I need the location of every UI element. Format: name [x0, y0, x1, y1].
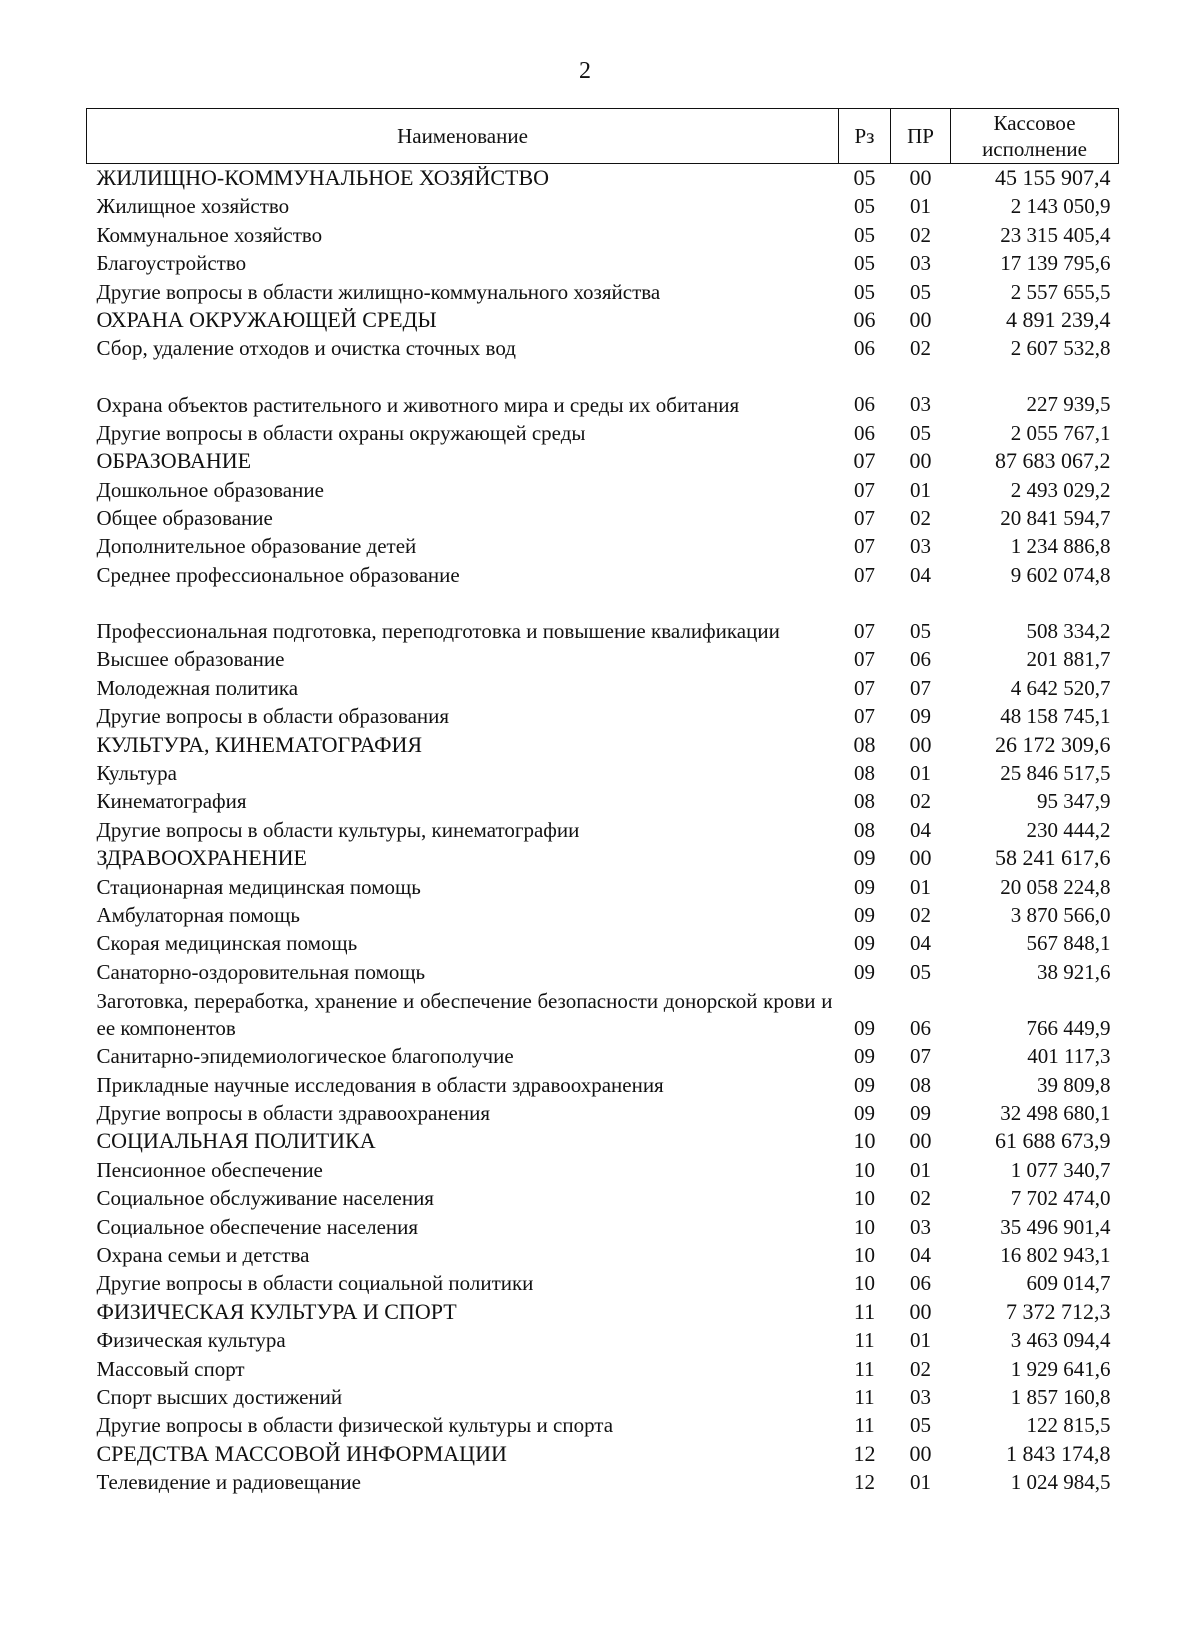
- row-name: СОЦИАЛЬНАЯ ПОЛИТИКА: [96, 1128, 376, 1154]
- row-pr: 03: [910, 534, 931, 559]
- row-pr: 00: [909, 731, 932, 757]
- row-name: Амбулаторная помощь: [96, 902, 300, 927]
- section-row: [87, 164, 1119, 193]
- row-name: Культура: [96, 760, 177, 785]
- row-sum: 1 929 641,6: [1010, 1356, 1111, 1381]
- row-rz: 07: [854, 675, 875, 700]
- row-rz: 06: [854, 420, 875, 445]
- row-sum: 230 444,2: [1026, 817, 1111, 842]
- row-rz: 08: [854, 789, 875, 814]
- section-row: [87, 306, 1119, 334]
- table-row: [87, 1213, 1119, 1241]
- row-rz: 07: [853, 448, 876, 474]
- row-pr: 02: [910, 1186, 931, 1211]
- budget-execution-table: [86, 108, 1119, 1497]
- row-pr: 02: [910, 902, 931, 927]
- row-pr: 05: [910, 420, 931, 445]
- row-name: Другие вопросы в области здравоохранения: [96, 1100, 490, 1125]
- row-pr: 03: [910, 1214, 931, 1239]
- row-pr: 00: [909, 448, 932, 474]
- row-pr: 01: [910, 194, 931, 219]
- row-name: Спорт высших достижений: [96, 1385, 343, 1410]
- row-pr: 06: [910, 1271, 931, 1296]
- row-rz: 10: [854, 1271, 875, 1296]
- table-row: [87, 561, 1119, 589]
- row-rz: 07: [854, 618, 875, 643]
- table-row: [87, 1326, 1119, 1354]
- row-name: Телевидение и радиовещание: [96, 1470, 361, 1495]
- row-rz: 09: [854, 931, 875, 956]
- row-sum: 3 463 094,4: [1010, 1328, 1111, 1353]
- row-sum: 95 347,9: [1037, 789, 1111, 814]
- row-name: Другие вопросы в области физической культуры и спорта: [96, 1413, 614, 1438]
- row-name: Профессиональная подготовка, переподготовка и повышение квалификации: [96, 619, 780, 644]
- table-row: [87, 901, 1119, 929]
- row-rz: 05: [854, 194, 875, 219]
- row-pr: 08: [910, 1072, 931, 1097]
- row-rz: 09: [854, 1072, 875, 1097]
- row-name: Кинематография: [96, 789, 247, 814]
- row-sum: 401 117,3: [1027, 1044, 1111, 1069]
- row-rz: 06: [853, 307, 876, 333]
- row-name: Дошкольное образование: [96, 477, 324, 502]
- row-name: Общее образование: [96, 506, 273, 531]
- table-row: [87, 192, 1119, 220]
- row-name: Санитарно-эпидемиологическое благополучие: [96, 1044, 514, 1069]
- row-sum: 9 602 074,8: [1010, 562, 1111, 587]
- table-row: [87, 1355, 1119, 1383]
- section-row: [87, 731, 1119, 759]
- row-name: Физическая культура: [96, 1328, 286, 1353]
- row-name: Дополнительное образование детей: [96, 534, 417, 559]
- row-sum: 58 241 617,6: [995, 845, 1111, 871]
- table-row: [87, 532, 1119, 560]
- row-pr: 01: [910, 1157, 931, 1182]
- table-row: [87, 249, 1119, 277]
- section-row: [87, 1440, 1119, 1468]
- table-row: [87, 1184, 1119, 1212]
- row-rz: 07: [854, 562, 875, 587]
- row-pr: 07: [910, 675, 931, 700]
- row-name: Высшее образование: [96, 647, 285, 672]
- row-rz: 09: [854, 959, 875, 984]
- row-name: Другие вопросы в области охраны окружающей среды: [96, 420, 586, 445]
- row-pr: 09: [910, 704, 931, 729]
- row-pr: 00: [909, 165, 932, 190]
- row-name: Прикладные научные исследования в области здравоохранения: [96, 1072, 664, 1097]
- row-sum: 3 870 566,0: [1010, 902, 1111, 927]
- row-sum: 1 234 886,8: [1010, 534, 1111, 559]
- row-pr: 01: [910, 477, 931, 502]
- row-pr: 01: [910, 760, 931, 785]
- row-name: Санаторно-оздоровительная помощь: [96, 959, 426, 984]
- row-pr: 04: [910, 817, 931, 842]
- table-row: [87, 589, 1119, 645]
- row-sum: 567 848,1: [1026, 931, 1111, 956]
- row-rz: 07: [854, 647, 875, 672]
- table-body: [87, 164, 1119, 1497]
- row-sum: 35 496 901,4: [1000, 1214, 1111, 1239]
- row-name: Другие вопросы в области образования: [96, 704, 450, 729]
- row-sum: 1 843 174,8: [1006, 1440, 1111, 1466]
- row-pr: 00: [909, 1440, 932, 1466]
- row-pr: 05: [910, 279, 931, 304]
- row-rz: 10: [854, 1214, 875, 1239]
- table-row: [87, 787, 1119, 815]
- row-pr: 06: [910, 1015, 931, 1040]
- table-row: [87, 278, 1119, 306]
- table-row: [87, 816, 1119, 844]
- row-name: Другие вопросы в области социальной политики: [96, 1271, 534, 1296]
- row-name: Стационарная медицинская помощь: [96, 874, 421, 899]
- row-name: ОХРАНА ОКРУЖАЮЩЕЙ СРЕДЫ: [96, 307, 437, 333]
- row-sum: 2 143 050,9: [1010, 194, 1111, 219]
- row-sum: 2 055 767,1: [1010, 420, 1111, 445]
- row-pr: 01: [910, 874, 931, 899]
- row-name: Коммунальное хозяйство: [96, 222, 323, 247]
- row-name: Другие вопросы в области культуры, кинематографии: [96, 817, 580, 842]
- row-rz: 05: [853, 165, 876, 190]
- row-sum: 227 939,5: [1026, 392, 1111, 417]
- row-sum: 7 702 474,0: [1010, 1186, 1111, 1211]
- row-rz: 09: [854, 902, 875, 927]
- header-rz: Рз: [839, 109, 891, 164]
- row-name: Среднее профессиональное образование: [96, 562, 460, 587]
- row-rz: 09: [854, 1100, 875, 1125]
- row-pr: 03: [910, 1385, 931, 1410]
- table-row: [87, 419, 1119, 447]
- row-pr: 09: [910, 1100, 931, 1125]
- row-rz: 09: [854, 874, 875, 899]
- row-name: СРЕДСТВА МАССОВОЙ ИНФОРМАЦИИ: [96, 1440, 507, 1466]
- row-pr: 00: [909, 307, 932, 333]
- row-name: ФИЗИЧЕСКАЯ КУЛЬТУРА И СПОРТ: [96, 1298, 457, 1324]
- row-sum: 2 557 655,5: [1010, 279, 1111, 304]
- row-name: КУЛЬТУРА, КИНЕМАТОГРАФИЯ: [96, 731, 423, 757]
- row-sum: 7 372 712,3: [1006, 1298, 1111, 1324]
- row-rz: 06: [854, 392, 875, 417]
- row-name: Охрана объектов растительного и животного мира и среды их обитания: [96, 392, 740, 417]
- row-sum: 20 058 224,8: [1000, 874, 1111, 899]
- table-row: [87, 363, 1119, 419]
- table-row: [87, 674, 1119, 702]
- row-rz: 12: [853, 1440, 876, 1466]
- table-row: [87, 645, 1119, 673]
- row-pr: 02: [910, 506, 931, 531]
- row-sum: 32 498 680,1: [1000, 1100, 1111, 1125]
- row-name: Жилищное хозяйство: [96, 194, 290, 219]
- row-rz: 07: [854, 477, 875, 502]
- table-row: [87, 958, 1119, 986]
- table-row: [87, 1071, 1119, 1099]
- table-header: [87, 109, 1119, 164]
- page-number: 2: [579, 58, 591, 84]
- table-row: [87, 1383, 1119, 1411]
- row-rz: 11: [854, 1385, 875, 1410]
- row-name: Молодежная политика: [96, 675, 299, 700]
- row-name: Пенсионное обеспечение: [96, 1157, 323, 1182]
- row-pr: 02: [910, 336, 931, 361]
- row-sum: 26 172 309,6: [995, 731, 1111, 757]
- row-pr: 00: [909, 1298, 932, 1324]
- row-sum: 122 815,5: [1026, 1413, 1111, 1438]
- row-sum: 766 449,9: [1026, 1015, 1111, 1040]
- row-rz: 08: [854, 760, 875, 785]
- row-rz: 06: [854, 336, 875, 361]
- row-rz: 10: [854, 1186, 875, 1211]
- row-sum: 38 921,6: [1037, 959, 1111, 984]
- row-pr: 05: [910, 618, 931, 643]
- row-rz: 11: [854, 1413, 875, 1438]
- header-name: Наименование: [87, 109, 839, 164]
- table-row: [87, 1156, 1119, 1184]
- row-rz: 11: [854, 1328, 875, 1353]
- row-sum: 39 809,8: [1037, 1072, 1111, 1097]
- header-cash-execution-line1: Кассовое: [993, 111, 1076, 135]
- header-cash-execution-line2: исполнение: [982, 137, 1087, 161]
- row-rz: 08: [854, 817, 875, 842]
- row-sum: 609 014,7: [1026, 1271, 1111, 1296]
- row-sum: 16 802 943,1: [1000, 1243, 1111, 1267]
- row-sum: 1 077 340,7: [1010, 1157, 1111, 1182]
- row-name: Благоустройство: [96, 251, 247, 276]
- row-rz: 12: [854, 1470, 875, 1495]
- table-row: [87, 1269, 1119, 1297]
- row-sum: 87 683 067,2: [995, 448, 1111, 474]
- row-rz: 07: [854, 534, 875, 559]
- row-name: Социальное обеспечение населения: [96, 1214, 419, 1239]
- table-row: [87, 476, 1119, 504]
- row-pr: 02: [910, 1356, 931, 1381]
- table-row: [87, 986, 1119, 1042]
- row-pr: 03: [910, 392, 931, 417]
- row-sum: 48 158 745,1: [1000, 704, 1111, 729]
- row-name: ЖИЛИЩНО-КОММУНАЛЬНОЕ ХОЗЯЙСТВО: [96, 165, 550, 190]
- table-row: [87, 929, 1119, 957]
- row-sum: 61 688 673,9: [995, 1128, 1111, 1154]
- row-rz: 09: [854, 1044, 875, 1069]
- row-name: Социальное обслуживание населения: [96, 1186, 434, 1211]
- row-pr: 02: [910, 222, 931, 247]
- row-pr: 04: [910, 562, 931, 587]
- row-rz: 09: [854, 1015, 875, 1040]
- row-rz: 07: [854, 704, 875, 729]
- row-rz: 08: [853, 731, 876, 757]
- row-sum: 23 315 405,4: [1000, 222, 1111, 247]
- row-rz: 11: [853, 1298, 876, 1324]
- row-sum: 2 493 029,2: [1010, 477, 1111, 502]
- row-sum: 20 841 594,7: [1000, 506, 1111, 531]
- row-rz: 05: [854, 251, 875, 276]
- row-rz: 10: [854, 1157, 875, 1182]
- row-name: ЗДРАВООХРАНЕНИЕ: [96, 845, 307, 871]
- section-row: [87, 1127, 1119, 1155]
- row-pr: 05: [910, 1413, 931, 1438]
- section-row: [87, 1298, 1119, 1326]
- table-row: [87, 221, 1119, 249]
- row-pr: 00: [909, 1128, 932, 1154]
- table-row: [87, 1099, 1119, 1127]
- row-pr: 03: [910, 251, 931, 276]
- row-sum: 45 155 907,4: [995, 165, 1111, 190]
- row-pr: 04: [910, 1243, 931, 1267]
- table-row: [87, 334, 1119, 362]
- row-name: Заготовка, переработка, хранение и обеспечение безопасности донорской крови и ее компонентов: [96, 989, 833, 1041]
- row-sum: 17 139 795,6: [1000, 251, 1111, 276]
- row-sum: 201 881,7: [1026, 647, 1111, 672]
- table-row: [87, 1042, 1119, 1070]
- row-sum: 1 857 160,8: [1010, 1385, 1111, 1410]
- section-row: [87, 844, 1119, 872]
- table-row: [87, 1468, 1119, 1496]
- row-sum: 4 891 239,4: [1006, 307, 1111, 333]
- table-row: [87, 1241, 1119, 1269]
- row-pr: 00: [909, 845, 932, 871]
- row-rz: 10: [853, 1128, 876, 1154]
- table-row: [87, 759, 1119, 787]
- row-name: Другие вопросы в области жилищно-коммунального хозяйства: [96, 279, 661, 304]
- row-rz: 05: [854, 279, 875, 304]
- row-name: Охрана семьи и детства: [96, 1243, 310, 1267]
- row-rz: 09: [853, 845, 876, 871]
- table-row: [87, 504, 1119, 532]
- row-name: Сбор, удаление отходов и очистка сточных вод: [96, 336, 516, 361]
- table-row: [87, 702, 1119, 730]
- row-rz: 05: [854, 222, 875, 247]
- row-name: Массовый спорт: [96, 1356, 245, 1381]
- row-name: Скорая медицинская помощь: [96, 931, 358, 956]
- row-pr: 06: [910, 647, 931, 672]
- row-pr: 04: [910, 931, 931, 956]
- row-name: ОБРАЗОВАНИЕ: [96, 448, 252, 474]
- header-cash-execution: [951, 109, 1119, 164]
- row-rz: 11: [854, 1356, 875, 1381]
- row-rz: 07: [854, 506, 875, 531]
- row-sum: 508 334,2: [1026, 618, 1111, 643]
- row-sum: 4 642 520,7: [1010, 675, 1111, 700]
- table-row: [87, 873, 1119, 901]
- row-rz: 10: [854, 1243, 875, 1267]
- row-sum: 25 846 517,5: [1000, 760, 1111, 785]
- row-sum: 1 024 984,5: [1010, 1470, 1111, 1495]
- section-row: [87, 447, 1119, 475]
- row-pr: 05: [910, 959, 931, 984]
- row-pr: 02: [910, 789, 931, 814]
- row-pr: 01: [910, 1470, 931, 1495]
- header-pr: ПР: [891, 109, 951, 164]
- row-pr: 07: [910, 1044, 931, 1069]
- row-sum: 2 607 532,8: [1010, 336, 1111, 361]
- table-row: [87, 1411, 1119, 1439]
- row-pr: 01: [910, 1328, 931, 1353]
